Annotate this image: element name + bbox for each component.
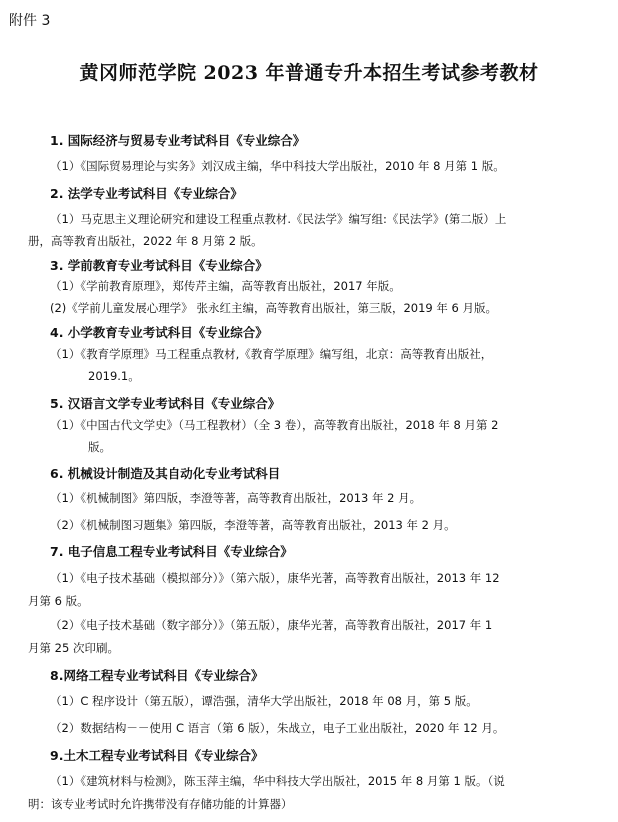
reference-line: （2）《机械制图习题集》第四版，李澄等著，高等教育出版社，2013 年 2 月。	[50, 518, 456, 532]
attachment-label: 附件 3	[9, 13, 51, 29]
reference-line: （1）《机械制图》第四版，李澄等著，高等教育出版社，2013 年 2 月。	[50, 491, 422, 505]
reference-line: （1）马克思主义理论研究和建设工程重点教材.《民法学》编写组:《民法学》(第二版）上	[50, 212, 507, 226]
reference-line: （1）《国际贸易理论与实务》刘汉成主编，华中科技大学出版社，2010 年 8 月第 1 版。	[50, 159, 505, 173]
section-heading-1: 1. 国际经济与贸易专业考试科目《专业综合》	[50, 133, 306, 148]
reference-line-continued: 册，高等教育出版社，2022 年 8 月第 2 版。	[28, 234, 263, 248]
section-heading-8: 8.网络工程专业考试科目《专业综合》	[50, 668, 264, 683]
section-heading-7: 7. 电子信息工程专业考试科目《专业综合》	[50, 544, 293, 559]
reference-line: （1）《建筑材料与检测》，陈玉萍主编，华中科技大学出版社，2015 年 8 月第 1 版。（说	[50, 774, 505, 788]
reference-line-continued: 月第 6 版。	[28, 594, 89, 608]
reference-line: (2)《学前儿童发展心理学》 张永红主编，高等教育出版社，第三版，2019 年 6 月版。	[50, 301, 497, 315]
section-heading-9: 9.土木工程专业考试科目《专业综合》	[50, 748, 264, 763]
reference-line: （2）《电子技术基础（数字部分）》（第五版），康华光著，高等教育出版社，2017 年 1	[50, 618, 493, 632]
section-heading-6: 6. 机械设计制造及其自动化专业考试科目	[50, 466, 281, 481]
reference-line: （1）《中国古代文学史》（马工程教材）（全 3 卷），高等教育出版社，2018 年 8 月第 2	[50, 418, 499, 432]
section-heading-3: 3. 学前教育专业考试科目《专业综合》	[50, 258, 268, 273]
reference-line: （1）《学前教育原理》，郑传芹主编，高等教育出版社，2017 年版。	[50, 279, 401, 293]
reference-line: （1）《电子技术基础（模拟部分）》（第六版），康华光著，高等教育出版社，2013 年 12	[50, 571, 500, 585]
document-title: 黄冈师范学院 2023 年普通专升本招生考试参考教材	[79, 62, 539, 84]
reference-line-continued: 2019.1。	[88, 369, 140, 383]
section-heading-2: 2. 法学专业考试科目《专业综合》	[50, 186, 243, 201]
section-heading-4: 4. 小学教育专业考试科目《专业综合》	[50, 325, 268, 340]
reference-line: （1）《教育学原理》马工程重点教材,《教育学原理》编写组，北京：高等教育出版社，	[50, 347, 493, 361]
reference-line: （2）数据结构－－使用 C 语言（第 6 版），朱战立，电子工业出版社，2020 年 12 月。	[50, 721, 505, 735]
reference-line-continued: 明：该专业考试时允许携带没有存储功能的计算器）	[28, 797, 293, 811]
reference-line: （1）C 程序设计（第五版），谭浩强，清华大学出版社，2018 年 08 月，第 5 版。	[50, 694, 478, 708]
reference-line-continued: 月第 25 次印刷。	[28, 641, 119, 655]
section-heading-5: 5. 汉语言文学专业考试科目《专业综合》	[50, 396, 281, 411]
reference-line-continued: 版。	[88, 440, 111, 454]
